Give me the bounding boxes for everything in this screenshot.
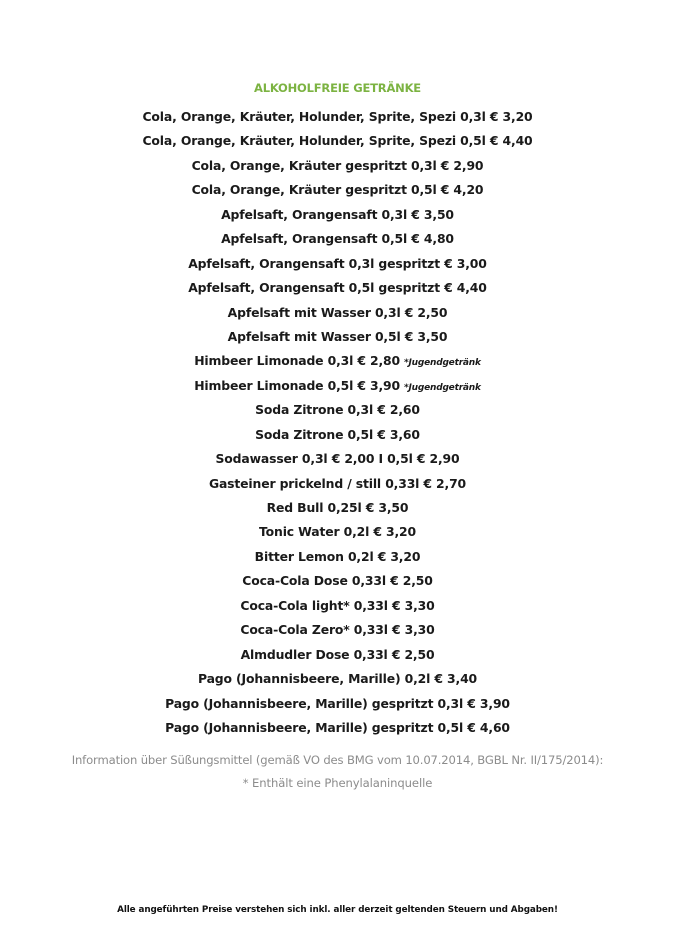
- drink-item: [0, 352, 675, 376]
- drink-item: [0, 695, 675, 719]
- drink-item-text: Tonic Water 0,2l € 3,20: [259, 524, 416, 540]
- drink-item-text: Cola, Orange, Kräuter, Holunder, Sprite, Spezi 0,5l € 4,40: [142, 133, 533, 149]
- drink-item-text: Pago (Johannisbeere, Marille) gespritzt 0,3l € 3,90: [165, 695, 510, 711]
- drink-item-text: Apfelsaft, Orangensaft 0,3l € 3,50: [221, 206, 454, 222]
- drink-item: [0, 401, 675, 425]
- drink-item: [0, 328, 675, 352]
- drink-item: [0, 597, 675, 621]
- drink-item: [0, 670, 675, 694]
- drink-item-text: Apfelsaft, Orangensaft 0,5l € 4,80: [221, 231, 454, 247]
- drink-item: [0, 572, 675, 596]
- drink-item-text: Himbeer Limonade 0,5l € 3,90: [194, 377, 400, 393]
- drink-item-text: Himbeer Limonade 0,3l € 2,80: [194, 353, 400, 369]
- drink-item: [0, 646, 675, 670]
- drink-item: [0, 548, 675, 572]
- drink-item-text: Apfelsaft mit Wasser 0,5l € 3,50: [227, 328, 448, 344]
- drink-item: [0, 450, 675, 474]
- drink-item: [0, 108, 675, 132]
- drinks-list: [0, 108, 675, 743]
- drink-item: [0, 475, 675, 499]
- drink-item-text: Cola, Orange, Kräuter gespritzt 0,3l € 2,90: [191, 157, 484, 173]
- drink-item-text: Pago (Johannisbeere, Marille) gespritzt 0,5l € 4,60: [165, 719, 510, 735]
- drink-item: [0, 206, 675, 230]
- drink-item-text: Apfelsaft, Orangensaft 0,3l gespritzt € 3,00: [188, 255, 487, 271]
- drink-item: [0, 377, 675, 401]
- drink-item-text: Bitter Lemon 0,2l € 3,20: [254, 548, 421, 564]
- price-footer: Alle angeführten Preise verstehen sich inkl. aller derzeit geltenden Steuern und Abgaben!: [117, 905, 558, 915]
- drink-item: [0, 255, 675, 279]
- drink-item: [0, 523, 675, 547]
- drink-item-text: Soda Zitrone 0,3l € 2,60: [255, 402, 420, 418]
- drink-item-text: Almdudler Dose 0,33l € 2,50: [240, 646, 435, 662]
- drink-item-text: Soda Zitrone 0,5l € 3,60: [255, 426, 420, 442]
- drink-item: [0, 719, 675, 743]
- drink-item-text: Coca-Cola Zero* 0,33l € 3,30: [240, 622, 435, 638]
- drink-item-text: Coca-Cola light* 0,33l € 3,30: [240, 597, 435, 613]
- section-title: ALKOHOLFREIE GETRÄNKE: [254, 81, 421, 95]
- drink-item: [0, 499, 675, 523]
- sweetener-info: Information über Süßungsmittel (gemäß VO des BMG vom 10.07.2014, BGBL Nr. II/175/2014):: [71, 753, 604, 767]
- drink-item-text: Sodawasser 0,3l € 2,00 I 0,5l € 2,90: [215, 451, 460, 467]
- drink-item: [0, 132, 675, 156]
- drink-item: [0, 279, 675, 303]
- drink-item-text: Pago (Johannisbeere, Marille) 0,2l € 3,40: [197, 671, 478, 687]
- drink-item: [0, 621, 675, 645]
- phenylalanine-note: * Enthält eine Phenylalaninquelle: [242, 776, 433, 790]
- drink-item-text: Apfelsaft mit Wasser 0,3l € 2,50: [227, 304, 448, 320]
- drink-item-text: Cola, Orange, Kräuter gespritzt 0,5l € 4,20: [191, 182, 484, 198]
- drink-item-text: Apfelsaft, Orangensaft 0,5l gespritzt € 4,40: [188, 280, 487, 296]
- drink-item-text: Coca-Cola Dose 0,33l € 2,50: [242, 573, 433, 589]
- drink-item: [0, 426, 675, 450]
- drink-item: [0, 181, 675, 205]
- drink-item: [0, 304, 675, 328]
- drink-item-note: *Jugendgetränk: [403, 358, 481, 369]
- drink-item-text: Red Bull 0,25l € 3,50: [266, 500, 409, 515]
- drink-item: [0, 157, 675, 181]
- drink-item: [0, 230, 675, 254]
- drink-item-note: *Jugendgetränk: [403, 382, 481, 393]
- drink-item-text: Cola, Orange, Kräuter, Holunder, Sprite, Spezi 0,3l € 3,20: [142, 109, 533, 124]
- drink-item-text: Gasteiner prickelnd / still 0,33l € 2,70: [208, 475, 467, 491]
